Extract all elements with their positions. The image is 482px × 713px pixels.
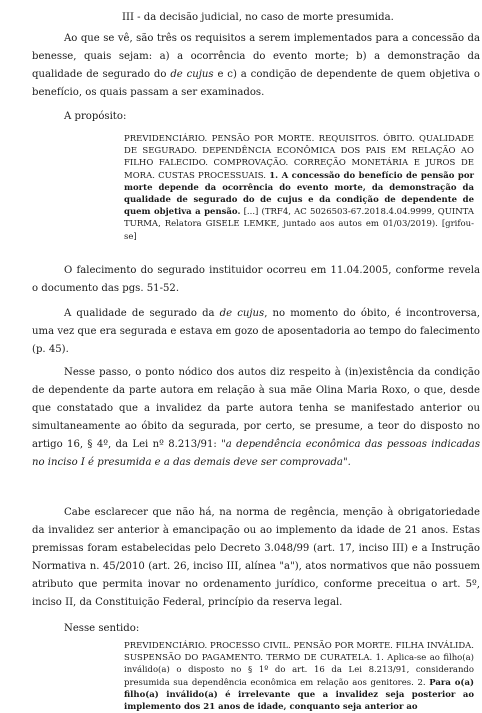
paragraph-esclarecimento: Cabe esclarecer que não há, na norma de regência, menção à obrigatoriedade da invalidez ser anterior à emancipação ou ao implemento da idade de 21 anos. Estas premissas foram estabelecidas pelo Decreto 3.048/99 (art. 17, inciso III) e a Instrução Normativa n. 45/2010 (art. 26, inciso III, alínea "a"), atos normativos que não possuem atributo que permita inovar no ordenamento jurídico, conforme preceitua o art. 5º, inciso II, da Constituição Federal, princípio da reserva legal.: [32, 507, 480, 608]
citation-quote-1: PREVIDENCIÁRIO. PENSÃO POR MORTE. REQUISITOS. ÓBITO. QUALIDADE DE SEGURADO. DEPENDÊNCIA ECONÔMICA DOS PAIS EM RELAÇÃO AO FILHO FALECIDO. COMPROVAÇÃO. CORREÇÃO MONETÁRIA E JUROS DE MORA. CUSTAS PROCESSUAIS. 1. A concessão do benefício de pensão por morte depende da ocorrência do evento morte, da demonstração da qualidade de segurado do de cujus e da condição de dependente de quem objetiva a pensão. [...] (TRF4, AC 5026503-67.2018.4.04.9999, QUINTA TURMA, Relatora GISELE LEMKE, juntado aos autos em 01/03/2019). [grifou-se]: [124, 134, 474, 242]
paragraph-requisitos: Ao que se vê, são três os requisitos a serem implementados para a concessão da benesse, quais sejam: a) a ocorrência do evento morte; b) a demonstração da qualidade de segurado do de cujus e c) a condição de dependente de quem objetiva o benefício, os quais passam a ser examinados.: [32, 33, 481, 98]
paragraph-a-proposito: A propósito:: [64, 111, 127, 122]
paragraph-nesse-sentido: Nesse sentido:: [64, 623, 140, 634]
paragraph-ponto-nodico: Nesse passo, o ponto nódico dos autos diz respeito à (in)existência da condição de dependente da parte autora em relação à sua mãe Olina Maria Roxo, o que, desde que constatado que a invalidez da parte autora tenha se manifestado anterior ou simultaneamente ao óbito da segurada, por certo, se presume, a teor do disposto no artigo 16, § 4º, da Lei nº 8.213/91: "a dependência econômica das pessoas indicadas no inciso I é presumida e a das demais deve ser comprovada".: [32, 367, 480, 468]
paragraph-qualidade-segurado: A qualidade de segurado da de cujus, no momento do óbito, é incontroversa, uma vez que era segurada e estava em gozo de aposentadoria ao tempo do falecimento (p. 45).: [32, 308, 481, 355]
list-item-iii: III - da decisão judicial, no caso de morte presumida.: [122, 12, 394, 23]
paragraph-falecimento: O falecimento do segurado instituidor ocorreu em 11.04.2005, conforme revela o documento das pgs. 51-52.: [32, 265, 480, 294]
citation-quote-2: PREVIDENCIÁRIO. PROCESSO CIVIL. PENSÃO POR MORTE. FILHA INVÁLIDA. SUSPENSÃO DO PAGAMENTO. TERMO DE CURATELA. 1. Aplica-se ao filho(a) inválido(a) o disposto no § 1º do art. 16 da Lei 8.213/91, considerando presumida sua dependência econômica em relação aos genitores. 2. Para o(a) filho(a) inválido(a) é irrelevante que a invalidez seja posterior ao implemento dos 21 anos de idade, conquanto seja anterior ao: [124, 641, 474, 713]
